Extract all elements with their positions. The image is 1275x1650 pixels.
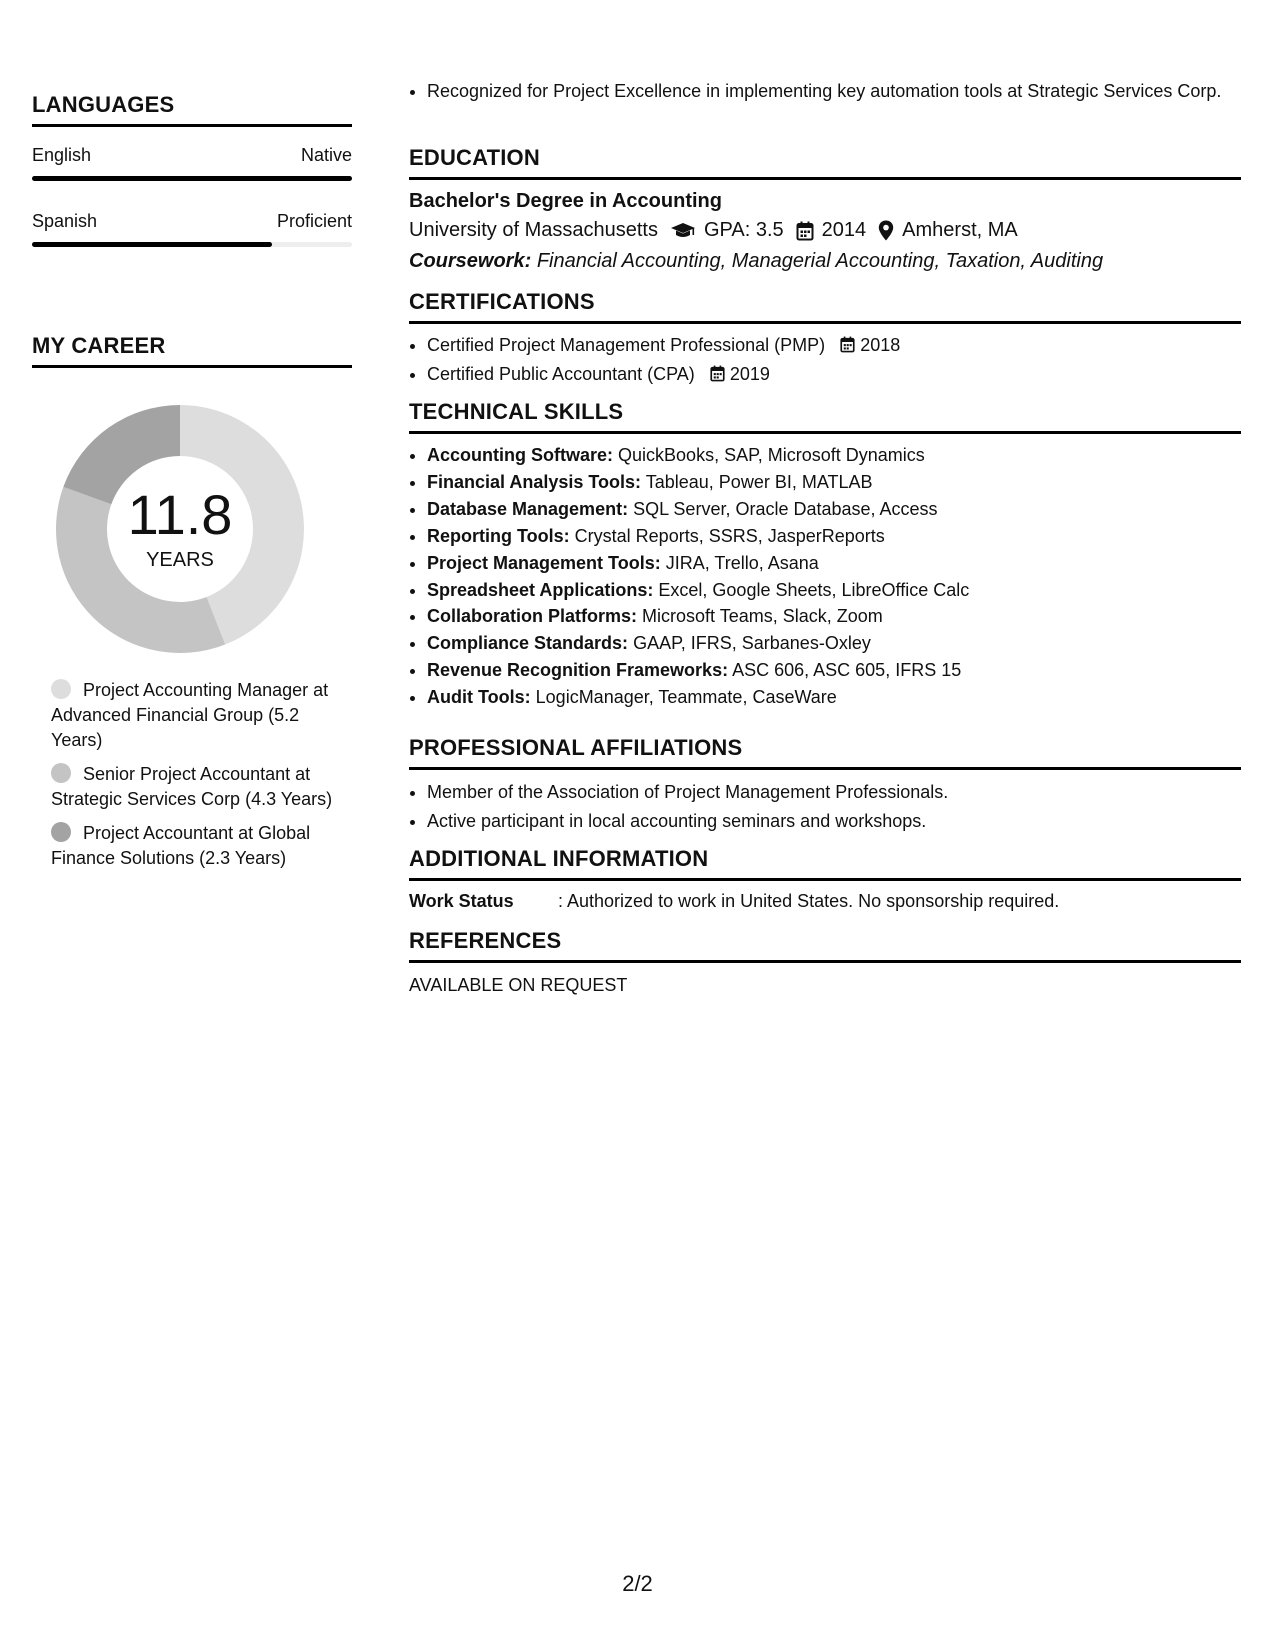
legend-dot	[51, 679, 71, 699]
certification-name: Certified Project Management Professional (PMP)	[427, 335, 826, 355]
language-proficiency-fill	[32, 176, 352, 181]
skill-item	[427, 550, 1241, 577]
skill-values: Excel, Google Sheets, LibreOffice Calc	[658, 579, 970, 600]
skill-category: Revenue Recognition Frameworks:	[427, 660, 729, 681]
certification-year: 2019	[729, 364, 770, 384]
skill-item	[427, 442, 1241, 469]
references-section	[409, 928, 1241, 996]
career-section	[32, 333, 352, 368]
career-role-text: Senior Project Accountant at Strategic Services Corp (4.3 Years)	[51, 764, 333, 809]
legend-dot	[51, 822, 71, 842]
languages-heading: LANGUAGES	[32, 92, 352, 127]
skill-category: Accounting Software:	[427, 445, 614, 465]
skill-item	[427, 603, 1241, 630]
affiliations-heading: PROFESSIONAL AFFILIATIONS	[409, 735, 1241, 770]
coursework-line	[409, 250, 1241, 273]
language-proficiency-fill	[32, 242, 272, 247]
references-text: AVAILABLE ON REQUEST	[409, 975, 628, 995]
language-name: Spanish	[32, 211, 98, 231]
affiliations-list	[409, 778, 1241, 835]
language-name: English	[32, 145, 92, 165]
certification-name: Certified Public Accountant (CPA)	[427, 364, 695, 384]
graduation-year: 2014	[821, 219, 867, 241]
language-proficiency-bar	[32, 242, 352, 247]
skill-item	[427, 577, 1241, 604]
coursework-label: Coursework:	[409, 250, 532, 272]
career-legend-item	[51, 678, 336, 753]
experience-bullet: • Recognized for Project Excellence in implementing key automation tools at Strategic Services Corp.	[427, 79, 1259, 103]
affiliation-item: • Active participant in local accounting seminars and workshops.	[427, 807, 1241, 836]
education-details	[409, 219, 1241, 242]
skill-item	[427, 630, 1241, 657]
skill-category: Spreadsheet Applications:	[427, 579, 654, 600]
language-item	[32, 145, 352, 181]
skill-values: GAAP, IFRS, Sarbanes-Oxley	[633, 633, 871, 654]
calendar-icon	[840, 334, 855, 361]
language-level: Native	[300, 145, 352, 165]
school-location: Amherst, MA	[902, 219, 1018, 241]
affiliation-item: • Member of the Association of Project Management Professionals.	[427, 778, 1241, 807]
legend-dot	[51, 763, 71, 783]
skill-category: Audit Tools:	[427, 687, 531, 708]
school-name: University of Massachusetts	[409, 219, 658, 241]
calendar-icon	[784, 221, 822, 241]
work-status-value: : Authorized to work in United States. No sponsorship required.	[558, 891, 1060, 911]
career-legend	[51, 678, 336, 880]
calendar-icon	[710, 363, 725, 390]
career-heading: MY CAREER	[32, 333, 352, 368]
skill-values: QuickBooks, SAP, Microsoft Dynamics	[618, 445, 925, 465]
career-role-text: Project Accounting Manager at Advanced Financial Group (5.2 Years)	[51, 680, 329, 750]
skill-category: Reporting Tools:	[427, 525, 570, 546]
skill-item	[427, 657, 1241, 684]
skill-values: JIRA, Trello, Asana	[665, 552, 819, 573]
skill-values: Microsoft Teams, Slack, Zoom	[642, 606, 883, 627]
education-section	[409, 145, 1241, 273]
skills-section	[409, 399, 1241, 711]
skill-values: LogicManager, Teammate, CaseWare	[535, 687, 837, 708]
experience-tail-list	[409, 79, 1259, 103]
education-heading: EDUCATION	[409, 145, 1241, 180]
additional-info-heading: ADDITIONAL INFORMATION	[409, 846, 1241, 881]
skill-values: Crystal Reports, SSRS, JasperReports	[574, 525, 885, 546]
skill-item	[427, 469, 1241, 496]
map-pin-icon	[866, 220, 902, 241]
career-role-text: Project Accountant at Global Finance Solutions (2.3 Years)	[51, 823, 311, 868]
skill-category: Collaboration Platforms:	[427, 606, 638, 627]
career-legend-item	[51, 821, 336, 871]
certification-year: 2018	[860, 335, 901, 355]
skill-item	[427, 496, 1241, 523]
affiliations-section	[409, 735, 1241, 835]
skill-values: ASC 606, ASC 605, IFRS 15	[732, 660, 962, 681]
certifications-heading: CERTIFICATIONS	[409, 289, 1241, 324]
certifications-list	[409, 332, 1241, 390]
skill-item	[427, 684, 1241, 711]
references-heading: REFERENCES	[409, 928, 1241, 963]
skill-category: Financial Analysis Tools:	[427, 471, 642, 492]
language-level: Proficient	[276, 211, 352, 231]
additional-info-section	[409, 846, 1241, 912]
career-donut-chart	[56, 405, 304, 653]
skills-heading: TECHNICAL SKILLS	[409, 399, 1241, 434]
work-status-label: Work Status	[409, 891, 514, 911]
career-total-years: 11.8	[127, 482, 233, 546]
graduation-cap-icon	[658, 222, 704, 240]
skill-category: Compliance Standards:	[427, 633, 629, 654]
skill-category: Database Management:	[427, 498, 629, 519]
skill-values: Tableau, Power BI, MATLAB	[645, 471, 873, 492]
skill-values: SQL Server, Oracle Database, Access	[633, 498, 938, 519]
skills-list	[409, 442, 1241, 711]
certifications-section	[409, 289, 1241, 390]
language-proficiency-bar	[32, 176, 352, 181]
gpa: GPA: 3.5	[703, 219, 784, 241]
languages-section	[32, 92, 352, 247]
page-number: 2/2	[622, 1571, 653, 1596]
skill-item	[427, 523, 1241, 550]
language-item	[32, 211, 352, 247]
career-legend-item	[51, 762, 336, 812]
certification-item	[427, 332, 1241, 361]
degree-title: Bachelor's Degree in Accounting	[409, 190, 722, 212]
career-years-unit: YEARS	[146, 548, 214, 571]
skill-category: Project Management Tools:	[427, 552, 661, 573]
work-status-row	[409, 891, 1241, 912]
coursework-list: Financial Accounting, Managerial Accounting, Taxation, Auditing	[536, 250, 1104, 272]
certification-item	[427, 361, 1241, 390]
